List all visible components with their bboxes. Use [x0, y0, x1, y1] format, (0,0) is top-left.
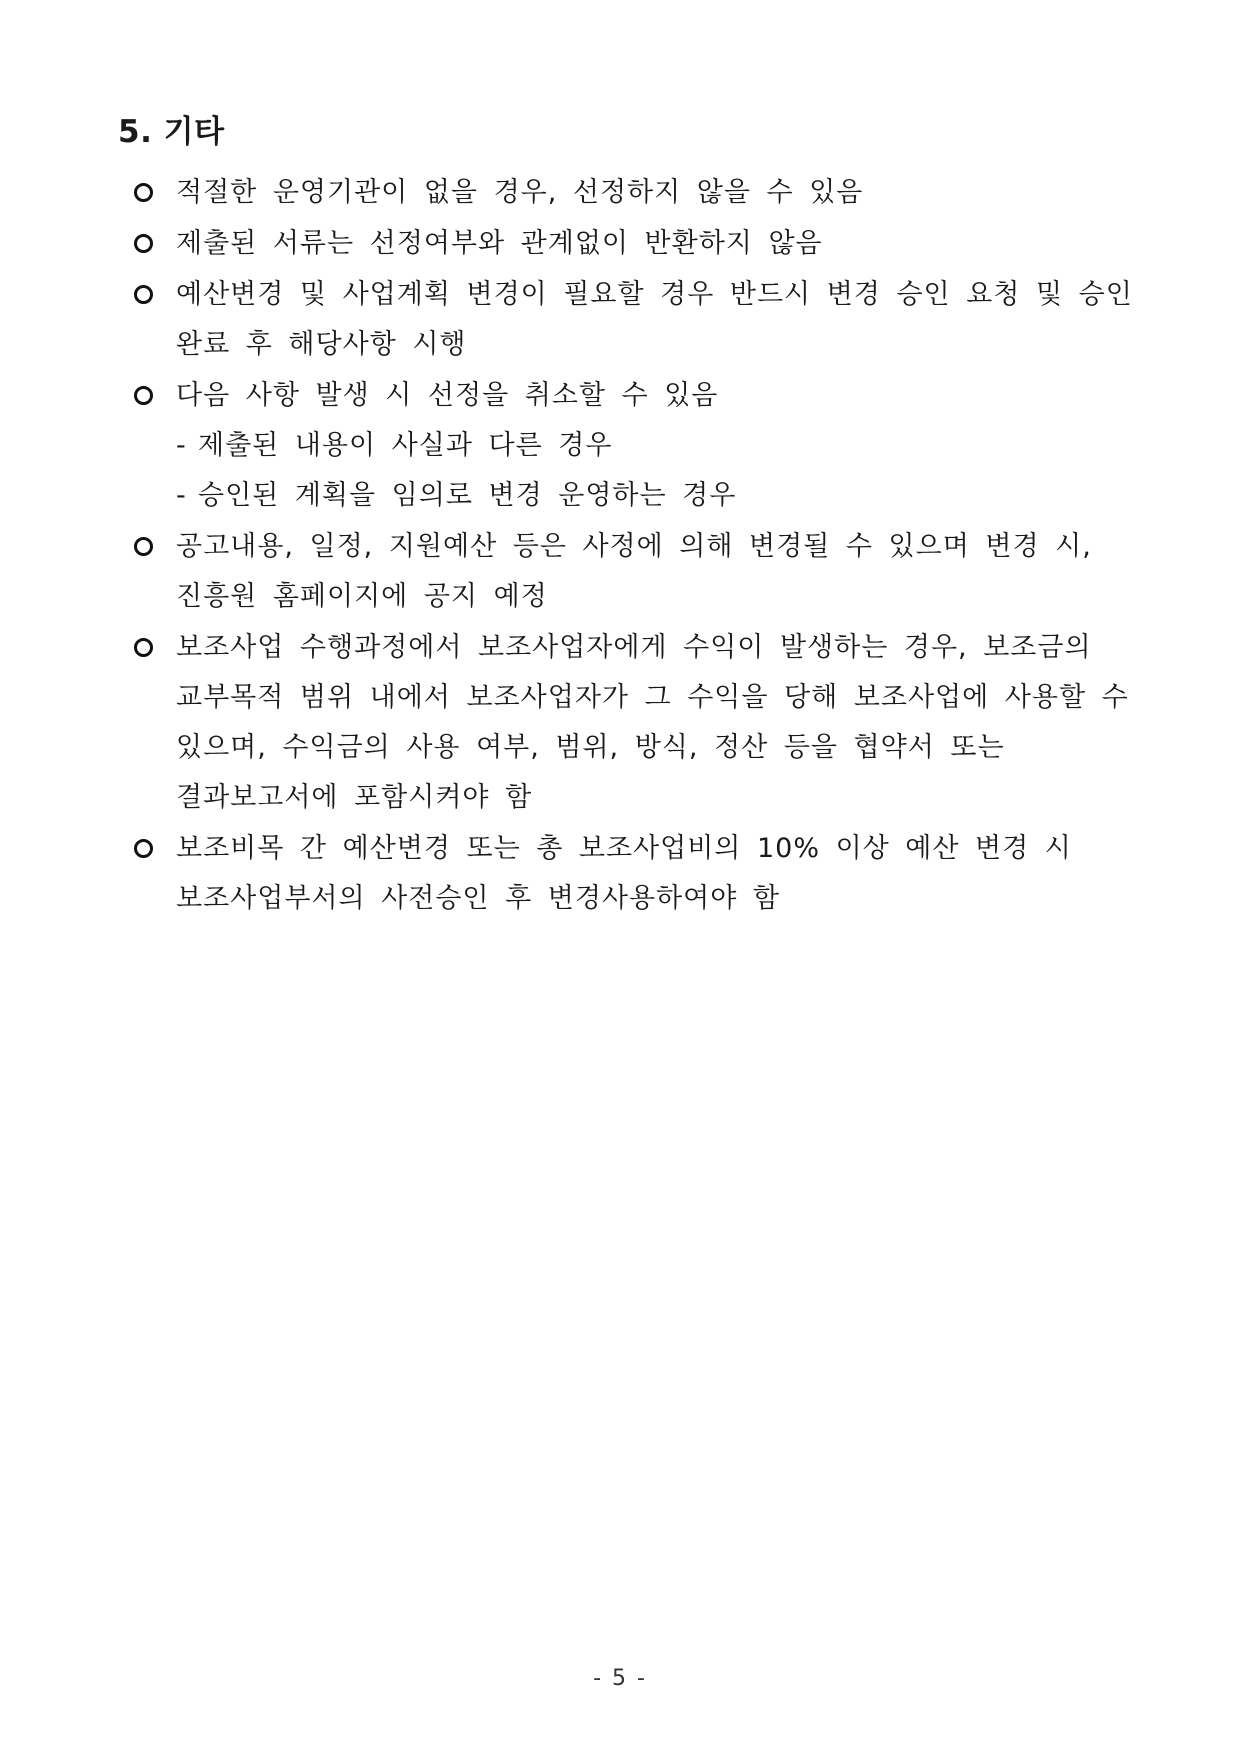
circle-bullet-icon [134, 386, 153, 405]
item-text: 보조사업부서의 사전승인 후 변경사용하여야 함 [176, 883, 780, 914]
circle-bullet-icon [134, 638, 153, 657]
dash-bullet: - [176, 430, 187, 461]
page-number: - 5 - [593, 1666, 647, 1691]
item-text: 공고내용, 일정, 지원예산 등은 사정에 의해 변경될 수 있으며 변경 시, [176, 531, 1092, 562]
item-text: 예산변경 및 사업계획 변경이 필요할 경우 반드시 변경 승인 요청 및 승인 [176, 279, 1133, 310]
circle-bullet-icon [134, 234, 153, 253]
item-text: 적절한 운영기관이 없을 경우, 선정하지 않을 수 있음 [176, 177, 864, 208]
sub-list-item [176, 421, 1124, 471]
notes-list [134, 168, 1133, 925]
circle-bullet-icon [134, 183, 153, 202]
item-text: 있으며, 수익금의 사용 여부, 범위, 방식, 정산 등을 협약서 또는 [176, 732, 1005, 763]
item-text: 보조사업 수행과정에서 보조사업자에게 수익이 발생하는 경우, 보조금의 [176, 632, 1092, 663]
item-text: 결과보고서에 포함시켜야 함 [176, 782, 533, 813]
circle-bullet-icon [134, 285, 153, 304]
item-text: 교부목적 범위 내에서 보조사업자가 그 수익을 당해 보조사업에 사용할 수 [176, 682, 1129, 713]
sub-list-item [176, 471, 1124, 521]
list-item [134, 270, 1133, 370]
dash-bullet: - [176, 480, 187, 511]
list-item [134, 623, 1129, 823]
list-item [134, 824, 1124, 924]
list-item [134, 168, 1124, 218]
item-text: 진흥원 홈페이지에 공지 예정 [176, 581, 548, 612]
item-text: 제출된 서류는 선정여부와 관계없이 반환하지 않음 [176, 228, 823, 259]
circle-bullet-icon [134, 537, 153, 556]
sub-list [176, 421, 1124, 521]
item-text: 다음 사항 발생 시 선정을 취소할 수 있음 [176, 380, 719, 411]
sub-item-text: 승인된 계획을 임의로 변경 운영하는 경우 [198, 480, 737, 511]
section-title: 5. 기타 [118, 114, 225, 150]
list-item [134, 219, 1124, 269]
list-item [134, 522, 1124, 622]
list-item [134, 371, 1124, 521]
item-text: 완료 후 해당사항 시행 [176, 329, 467, 360]
circle-bullet-icon [134, 839, 153, 858]
sub-item-text: 제출된 내용이 사실과 다른 경우 [198, 430, 613, 461]
item-text: 보조비목 간 예산변경 또는 총 보조사업비의 10% 이상 예산 변경 시 [176, 833, 1072, 864]
